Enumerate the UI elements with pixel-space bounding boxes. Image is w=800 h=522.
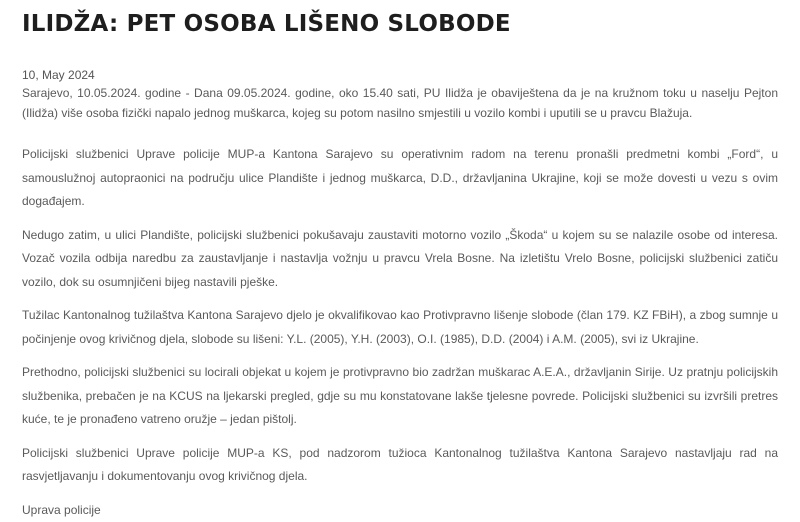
article-paragraph-4: Tužilac Kantonalnog tužilaštva Kantona Sarajevo djelo je okvalifikovao kao Protivpravno lišenje slobode (član 179. KZ FBiH), a zbog sumnje u počinjenje ovog krivičnog djela, slobode su lišeni: Y.L. (2005), Y.H. (2003), O.I. (1985), D.D. (2004) i A.M. (2005), svi iz Ukrajine. (22, 304, 778, 351)
article-paragraph-2: Policijski službenici Uprave policije MUP-a Kantona Sarajevo su operativnim radom na terenu pronašli predmetni kombi „Ford“, u samouslužnoj autopraonici na području ulice Plandište i jednog muškarca, D.D., državljanina Ukrajine, koji se može dovesti u vezu s ovim događajem. (22, 143, 778, 214)
article-title: ILIDŽA: PET OSOBA LIŠENO SLOBODE (22, 0, 778, 39)
article-body (22, 83, 778, 522)
article-paragraph-6: Policijski službenici Uprave policije MUP-a KS, pod nadzorom tužioca Kantonalnog tužilaštva Kantona Sarajevo nastavljaju rad na rasvjetljavanju i dokumentovanju ovog krivičnog djela. (22, 442, 778, 489)
article-paragraph-5: Prethodno, policijski službenici su locirali objekat u kojem je protivpravno bio zadržan muškarac A.E.A., državljanin Sirije. Uz pratnju policijskih službenika, prebačen je na KCUS na ljekarski pregled, gdje su mu konstatovane lakše tjelesne povrede. Policijski službenici su izvršili pretres kuće, te je pronađeno vatreno oružje – jedan pištolj. (22, 361, 778, 432)
article-date: 10, May 2024 (22, 67, 778, 83)
article-paragraph-1: Sarajevo, 10.05.2024. godine - Dana 09.05.2024. godine, oko 15.40 sati, PU Ilidža je obaviještena da je na kružnom toku u naselju Pejton (Ilidža) više osoba fizički napalo jednog muškarca, kojeg su potom nasilno smjestili u vozilo kombi i uputili se u pravcu Blažuja. (22, 83, 778, 123)
article-paragraph-3: Nedugo zatim, u ulici Plandište, policijski službenici pokušavaju zaustaviti motorno vozilo „Škoda“ u kojem su se nalazile osobe od interesa. Vozač vozila odbija naredbu za zaustavljanje i nastavlja vožnju u pravcu Vrela Bosne. Na izletištu Vrelo Bosne, policijski službenici zatiču vozilo, dok su osumnjičeni bijeg nastavili pješke. (22, 224, 778, 295)
article-signature: Uprava policije (22, 499, 778, 522)
